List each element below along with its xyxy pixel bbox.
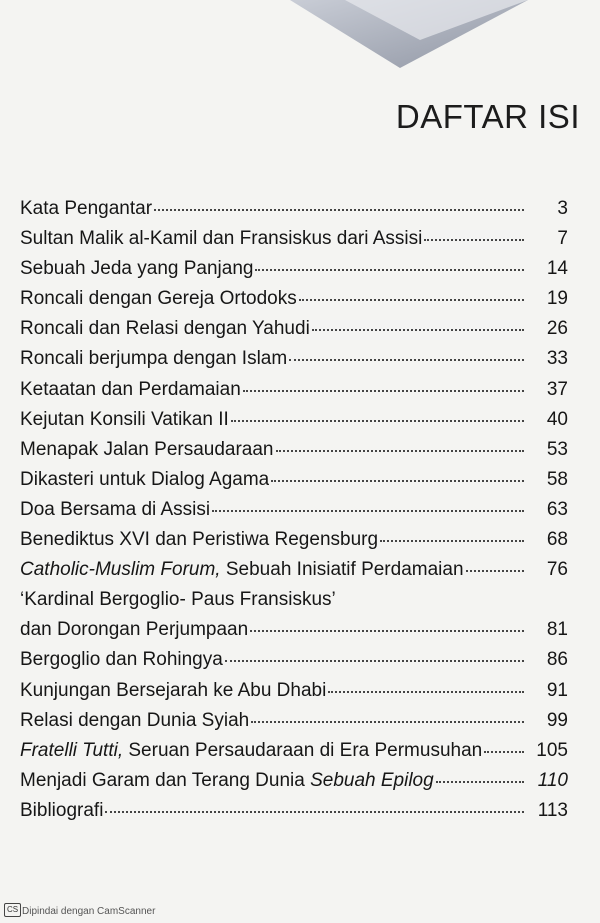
toc-leader-dots [225,648,524,662]
toc-leader-dots [312,317,524,331]
toc-entry-page: 19 [546,288,568,310]
toc-entry-label: Sebuah Jeda yang Panjang [20,258,254,280]
toc-entry [20,344,568,374]
page-title: DAFTAR ISI [395,98,580,135]
toc-entry-page: 40 [546,408,568,430]
toc-entry-label [20,766,434,796]
toc-leader-dots [424,227,524,241]
toc-entry-label: Relasi dengan Dunia Syiah [20,709,250,731]
toc-leader-dots [231,408,524,422]
toc-entry-page: 81 [546,619,568,641]
toc-entry [20,796,568,826]
toc-entry [20,375,568,405]
toc-entry-label: Kejutan Konsili Vatikan II [20,408,229,430]
toc-entry-label: Benediktus XVI dan Peristiwa Regensburg [20,529,379,551]
toc-entry [20,555,568,585]
toc-leader-dots [436,769,524,783]
toc-entry [20,736,568,766]
toc-leader-dots [328,679,524,693]
camscanner-icon: CS [4,903,21,917]
toc-entry-page: 58 [546,468,568,490]
toc-entry-label: Doa Bersama di Assisi [20,498,211,520]
toc-entry-label: Roncali dengan Gereja Ortodoks [20,288,297,310]
toc-entry-label-italic: Fratelli Tutti, [20,739,124,761]
toc-entry-page: 76 [546,559,568,581]
toc-entry [20,645,568,675]
toc-entry [20,676,568,706]
toc-leader-dots [289,347,524,361]
table-of-contents [20,194,568,826]
toc-leader-dots [255,257,524,271]
toc-entry-label-main: Menjadi Garam dan Terang Dunia [20,769,311,791]
toc-entry-label [20,736,482,766]
toc-entry-label: Kunjungan Bersejarah ke Abu Dhabi [20,679,327,701]
toc-entry-label: Bergoglio dan Rohingya [20,649,223,671]
toc-entry-page: 105 [536,739,568,761]
toc-entry [20,766,568,796]
toc-entry-label-italic: Catholic-Muslim Forum, [20,559,221,581]
toc-entry [20,435,568,465]
toc-entry [20,615,568,645]
toc-entry-label: Menapak Jalan Persaudaraan [20,438,274,460]
toc-entry [20,254,568,284]
toc-entry-page: 53 [546,438,568,460]
toc-entry [20,495,568,525]
toc-leader-dots [212,498,524,512]
toc-entry-page: 26 [546,318,568,340]
toc-entry [20,194,568,224]
toc-leader-dots [271,468,524,482]
toc-entry-label: Bibliografi [20,799,104,821]
toc-entry [20,465,568,495]
toc-entry-label: Kata Pengantar [20,198,153,219]
toc-leader-dots [251,709,524,723]
toc-entry [20,525,568,555]
toc-leader-dots [380,528,524,542]
toc-leader-dots [154,197,524,211]
toc-entry-label: Roncali dan Relasi dengan Yahudi [20,318,310,340]
toc-entry-page: 110 [537,769,568,791]
toc-entry-label: Roncali berjumpa dengan Islam [20,348,288,370]
scanner-watermark: Dipindai dengan CamScanner [22,906,156,917]
toc-leader-dots [299,287,524,301]
toc-entry-page: 86 [546,649,568,671]
toc-entry-label: Dikasteri untuk Dialog Agama [20,468,270,490]
toc-entry-label-italic: Sebuah Epilog [310,769,434,791]
toc-entry-label: dan Dorongan Perjumpaan [20,619,249,641]
toc-leader-dots [250,618,524,632]
toc-entry-label: Sultan Malik al-Kamil dan Fransiskus dari Assisi [20,228,423,250]
toc-entry-page: 113 [537,799,568,821]
toc-leader-dots [105,799,524,813]
toc-entry-page: 7 [557,228,568,250]
toc-entry-page: 33 [546,348,568,370]
toc-entry-page: 37 [546,378,568,400]
toc-entry-page: 91 [546,679,568,701]
toc-entry-page: 63 [546,498,568,520]
toc-entry [20,585,568,615]
toc-entry-label: Ketaatan dan Perdamaian [20,378,241,400]
decorative-top-shape [0,0,600,80]
toc-leader-dots [243,378,524,392]
toc-entry-page: 14 [546,258,568,280]
toc-entry-label: ‘Kardinal Bergoglio- Paus Fransiskus’ [20,589,336,611]
toc-leader-dots [484,739,524,753]
toc-entry-label-rest: Sebuah Inisiatif Perdamaian [220,559,464,581]
toc-entry-label-rest: Seruan Persaudaraan di Era Permusuhan [123,739,483,761]
toc-entry-page: 3 [557,198,568,219]
toc-entry-page: 68 [546,529,568,551]
toc-entry [20,284,568,314]
toc-entry [20,405,568,435]
toc-entry-label [20,555,464,585]
toc-entry [20,224,568,254]
toc-entry [20,706,568,736]
toc-leader-dots [276,438,524,452]
toc-entry-page: 99 [546,709,568,731]
toc-leader-dots [466,558,524,572]
toc-entry [20,314,568,344]
